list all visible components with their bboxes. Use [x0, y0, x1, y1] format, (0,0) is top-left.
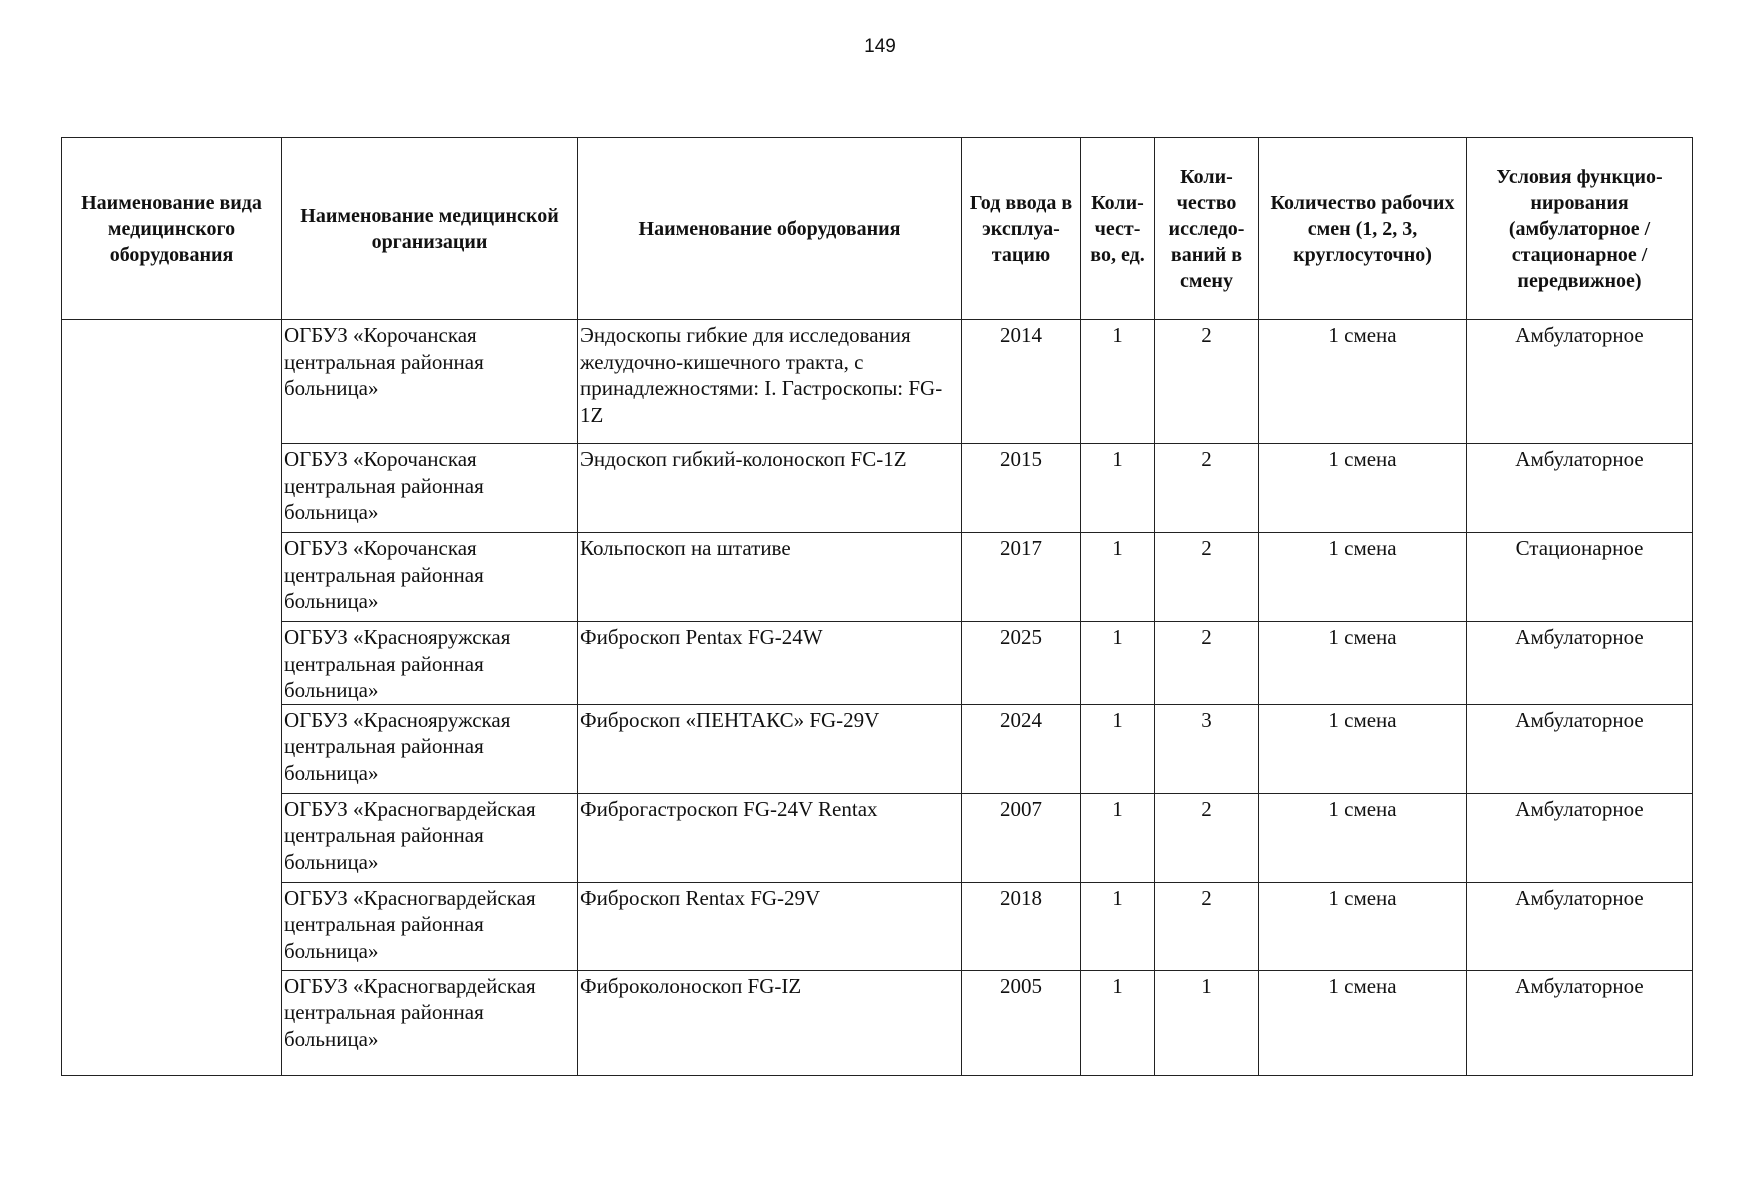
organization-cell: ОГБУЗ «Красногвардейская центральная районная больница» — [282, 882, 578, 970]
header-equipment-name: Наименование оборудования — [578, 138, 962, 320]
table-row — [62, 970, 1693, 1075]
studies-cell: 3 — [1155, 704, 1259, 793]
conditions-cell: Амбулаторное — [1467, 882, 1693, 970]
header-organization: Наименование медицинской организации — [282, 138, 578, 320]
header-equipment-type: Наименование вида медицинского оборудования — [62, 138, 282, 320]
shifts-cell: 1 смена — [1259, 533, 1467, 622]
year-cell: 2017 — [962, 533, 1081, 622]
conditions-cell: Амбулаторное — [1467, 622, 1693, 705]
header-year: Год ввода в эксплуа-тацию — [962, 138, 1081, 320]
quantity-cell: 1 — [1081, 793, 1155, 882]
equipment-name-cell: Фиброскоп Pentax FG-24W — [578, 622, 962, 705]
shifts-cell: 1 смена — [1259, 970, 1467, 1075]
organization-cell: ОГБУЗ «Корочанская центральная районная больница» — [282, 533, 578, 622]
table-row — [62, 704, 1693, 793]
conditions-cell: Амбулаторное — [1467, 970, 1693, 1075]
organization-cell: ОГБУЗ «Красногвардейская центральная районная больница» — [282, 970, 578, 1075]
studies-cell: 2 — [1155, 793, 1259, 882]
quantity-cell: 1 — [1081, 882, 1155, 970]
shifts-cell: 1 смена — [1259, 882, 1467, 970]
table-row — [62, 444, 1693, 533]
conditions-cell: Стационарное — [1467, 533, 1693, 622]
conditions-cell: Амбулаторное — [1467, 444, 1693, 533]
year-cell: 2024 — [962, 704, 1081, 793]
conditions-cell: Амбулаторное — [1467, 320, 1693, 444]
table-row — [62, 793, 1693, 882]
year-cell: 2007 — [962, 793, 1081, 882]
equipment-name-cell: Эндоскопы гибкие для исследования желудочно-кишечного тракта, с принадлежностями: I. Гастроскопы: FG-1Z — [578, 320, 962, 444]
studies-cell: 1 — [1155, 970, 1259, 1075]
page-number: 149 — [864, 36, 896, 57]
organization-cell: ОГБУЗ «Краснояружская центральная районная больница» — [282, 622, 578, 705]
year-cell: 2015 — [962, 444, 1081, 533]
equipment-name-cell: Фиброколоноскоп FG-IZ — [578, 970, 962, 1075]
organization-cell: ОГБУЗ «Красногвардейская центральная районная больница» — [282, 793, 578, 882]
studies-cell: 2 — [1155, 882, 1259, 970]
shifts-cell: 1 смена — [1259, 622, 1467, 705]
quantity-cell: 1 — [1081, 704, 1155, 793]
table-row — [62, 882, 1693, 970]
equipment-type-cell — [62, 320, 282, 1076]
equipment-name-cell: Эндоскоп гибкий-колоноскоп FC-1Z — [578, 444, 962, 533]
year-cell: 2025 — [962, 622, 1081, 705]
studies-cell: 2 — [1155, 622, 1259, 705]
organization-cell: ОГБУЗ «Корочанская центральная районная больница» — [282, 320, 578, 444]
conditions-cell: Амбулаторное — [1467, 704, 1693, 793]
year-cell: 2018 — [962, 882, 1081, 970]
conditions-cell: Амбулаторное — [1467, 793, 1693, 882]
organization-cell: ОГБУЗ «Корочанская центральная районная больница» — [282, 444, 578, 533]
quantity-cell: 1 — [1081, 533, 1155, 622]
header-shifts: Количество рабочих смен (1, 2, 3, круглосуточно) — [1259, 138, 1467, 320]
table-row — [62, 533, 1693, 622]
shifts-cell: 1 смена — [1259, 444, 1467, 533]
equipment-table — [61, 137, 1693, 1076]
shifts-cell: 1 смена — [1259, 704, 1467, 793]
header-studies: Коли-чество исследо-ваний в смену — [1155, 138, 1259, 320]
equipment-name-cell: Кольпоскоп на штативе — [578, 533, 962, 622]
table-row — [62, 320, 1693, 444]
studies-cell: 2 — [1155, 444, 1259, 533]
header-row — [62, 138, 1693, 320]
equipment-name-cell: Фиброскоп «ПЕНТАКС» FG-29V — [578, 704, 962, 793]
quantity-cell: 1 — [1081, 444, 1155, 533]
quantity-cell: 1 — [1081, 970, 1155, 1075]
studies-cell: 2 — [1155, 320, 1259, 444]
shifts-cell: 1 смена — [1259, 793, 1467, 882]
equipment-name-cell: Фиброгастроскоп FG-24V Rentax — [578, 793, 962, 882]
quantity-cell: 1 — [1081, 622, 1155, 705]
header-quantity: Коли-чест-во, ед. — [1081, 138, 1155, 320]
table-row — [62, 622, 1693, 705]
equipment-name-cell: Фиброскоп Rentax FG-29V — [578, 882, 962, 970]
shifts-cell: 1 смена — [1259, 320, 1467, 444]
year-cell: 2005 — [962, 970, 1081, 1075]
organization-cell: ОГБУЗ «Краснояружская центральная районная больница» — [282, 704, 578, 793]
header-conditions: Условия функцио-нирования (амбулаторное / стационарное / передвижное) — [1467, 138, 1693, 320]
quantity-cell: 1 — [1081, 320, 1155, 444]
studies-cell: 2 — [1155, 533, 1259, 622]
year-cell: 2014 — [962, 320, 1081, 444]
